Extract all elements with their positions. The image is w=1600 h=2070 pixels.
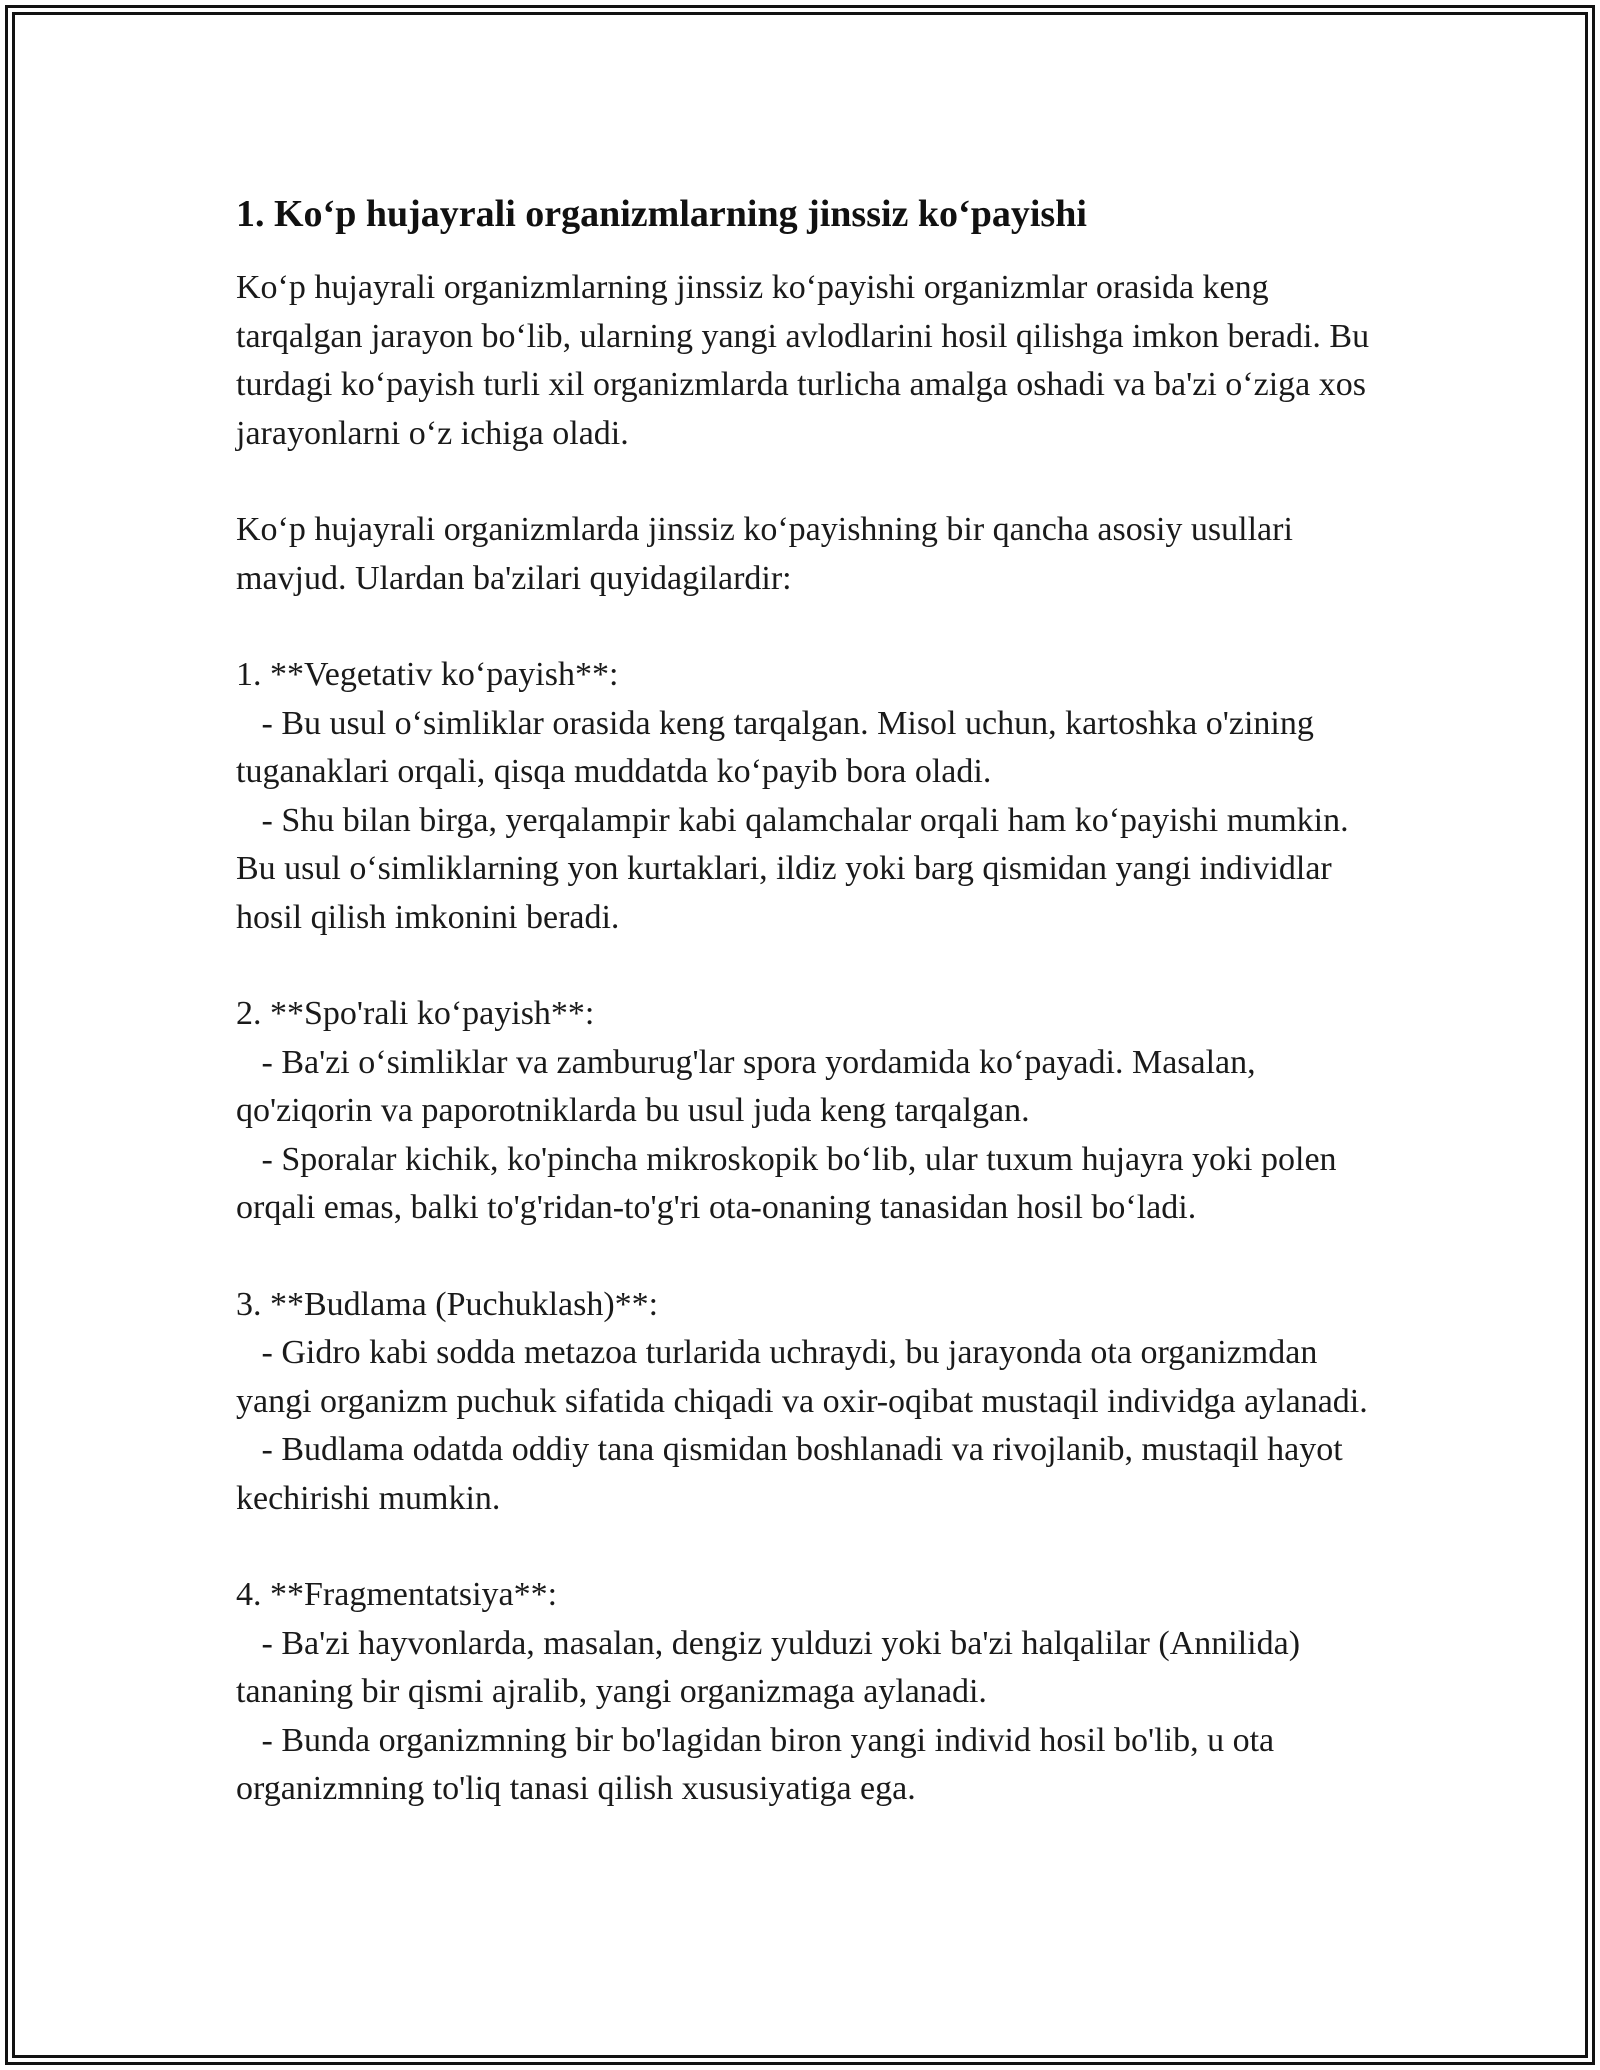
document-body xyxy=(236,186,1386,1862)
list-item-vegetative: 1. **Vegetativ ko‘payish**: - Bu usul o‘simliklar orasida keng tarqalgan. Misol uchun, kartoshka o'zining tuganaklari orqali, qisqa muddatda ko‘payib bora oladi. - Shu bilan birga, yerqalampir kabi qalamchalar orqali ham ko‘payishi mumkin. Bu usul o‘simliklarning yon kurtaklari, ildiz yoki barg qismidan yangi individlar hosil qilish imkonini beradi. xyxy=(236,656,1349,936)
document-title: 1. Ko‘p hujayrali organizmlarning jinssiz ko‘payishi xyxy=(236,193,1087,235)
methods-intro-paragraph: Ko‘p hujayrali organizmlarda jinssiz ko‘payishning bir qancha asosiy usullari mavjud. Ulardan ba'zilari quyidagilardir: xyxy=(236,511,1302,597)
list-item-budding: 3. **Budlama (Puchuklash)**: - Gidro kabi sodda metazoa turlarida uchraydi, bu jarayonda ota organizmdan yangi organizm puchuk sifatida chiqadi va oxir-oqibat mustaqil individga aylanadi. - Budlama odatda oddiy tana qismidan boshlanadi va rivojlanib, mustaqil hayot kechirishi mumkin. xyxy=(236,1285,1368,1517)
list-item-fragmentation: 4. **Fragmentatsiya**: - Ba'zi hayvonlarda, masalan, dengiz yulduzi yoki ba'zi halqalilar (Annilida) tananing bir qismi ajralib, yangi organizmaga aylanadi. - Bunda organizmning bir bo'lagidan biron yangi individ hosil bo'lib, u ota organizmning to'liq tanasi qilish xususiyatiga ega. xyxy=(236,1576,1301,1807)
list-item-spore: 2. **Spo'rali ko‘payish**: - Ba'zi o‘simliklar va zamburug'lar spora yordamida ko‘payadi. Masalan, qo'ziqorin va paporotniklarda bu usul juda keng tarqalgan. - Sporalar kichik, ko'pincha mikroskopik bo‘lib, ular tuxum hujayra yoki polen orqali emas, balki to'g'ridan-to'g'ri ota-onaning tanasidan hosil bo‘ladi. xyxy=(236,995,1337,1226)
intro-paragraph: Ko‘p hujayrali organizmlarning jinssiz ko‘payishi organizmlar orasida keng tarqalgan jarayon bo‘lib, ularning yangi avlodlarini hosil qilishga imkon beradi. Bu turdagi ko‘payish turli xil organizmlarda turlicha amalga oshadi va ba'zi o‘ziga xos jarayonlarni o‘z ichiga oladi. xyxy=(236,269,1378,452)
